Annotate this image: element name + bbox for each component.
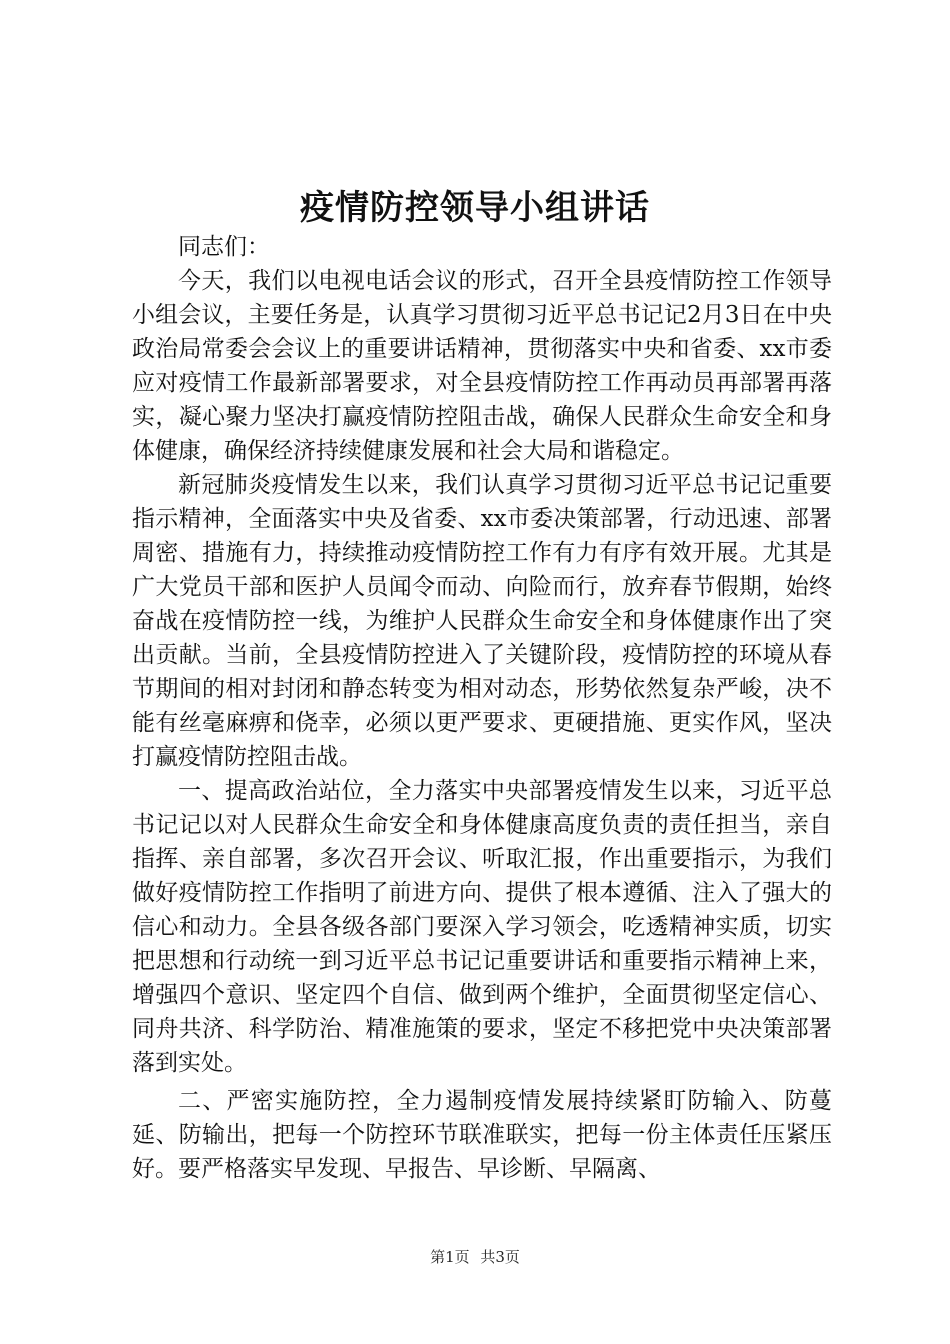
paragraph-1: 今天，我们以电视电话会议的形式，召开全县疫情防控工作领导小组会议，主要任务是，认真学习贯彻习近平总书记记2月3日在中央政治局常委会会议上的重要讲话精神，贯彻落实中央和省委、xx市委应对疫情工作最新部署要求，对全县疫情防控工作再动员再部署再落实，凝心聚力坚决打赢疫情防控阻击战，确保人民群众生命安全和身体健康，确保经济持续健康发展和社会大局和谐稳定。 bbox=[132, 268, 832, 464]
page-footer bbox=[0, 1246, 950, 1267]
document-body bbox=[132, 230, 832, 1186]
paragraph-3: 一、提高政治站位，全力落实中央部署疫情发生以来，习近平总书记记以对人民群众生命安全和身体健康高度负责的责任担当，亲自指挥、亲自部署，多次召开会议、听取汇报，作出重要指示，为我们做好疫情防控工作指明了前进方向、提供了根本遵循、注入了强大的信心和动力。全县各级各部门要深入学习领会，吃透精神实质，切实把思想和行动统一到习近平总书记记重要讲话和重要指示精神上来，增强四个意识、坚定四个自信、做到两个维护，全面贯彻坚定信心、同舟共济、科学防治、精准施策的要求，坚定不移把党中央决策部署落到实处。 bbox=[132, 778, 832, 1076]
page-total: 共3页 bbox=[480, 1248, 520, 1266]
page-number: 第1页 bbox=[430, 1248, 470, 1266]
paragraph-2: 新冠肺炎疫情发生以来，我们认真学习贯彻习近平总书记记重要指示精神，全面落实中央及省委、xx市委决策部署，行动迅速、部署周密、措施有力，持续推动疫情防控工作有力有序有效开展。尤其是广大党员干部和医护人员闻令而动、向险而行，放弃春节假期，始终奋战在疫情防控一线，为维护人民群众生命安全和身体健康作出了突出贡献。当前，全县疫情防控进入了关键阶段，疫情防控的环境从春节期间的相对封闭和静态转变为相对动态，形势依然复杂严峻，决不能有丝毫麻痹和侥幸，必须以更严要求、更硬措施、更实作风，坚决打赢疫情防控阻击战。 bbox=[132, 472, 832, 770]
document-title: 疫情防控领导小组讲话 bbox=[300, 188, 650, 228]
salutation: 同志们： bbox=[178, 234, 270, 260]
paragraph-4: 二、严密实施防控，全力遏制疫情发展持续紧盯防输入、防蔓延、防输出，把每一个防控环节联准联实，把每一份主体责任压紧压好。要严格落实早发现、早报告、早诊断、早隔离、 bbox=[132, 1088, 832, 1182]
